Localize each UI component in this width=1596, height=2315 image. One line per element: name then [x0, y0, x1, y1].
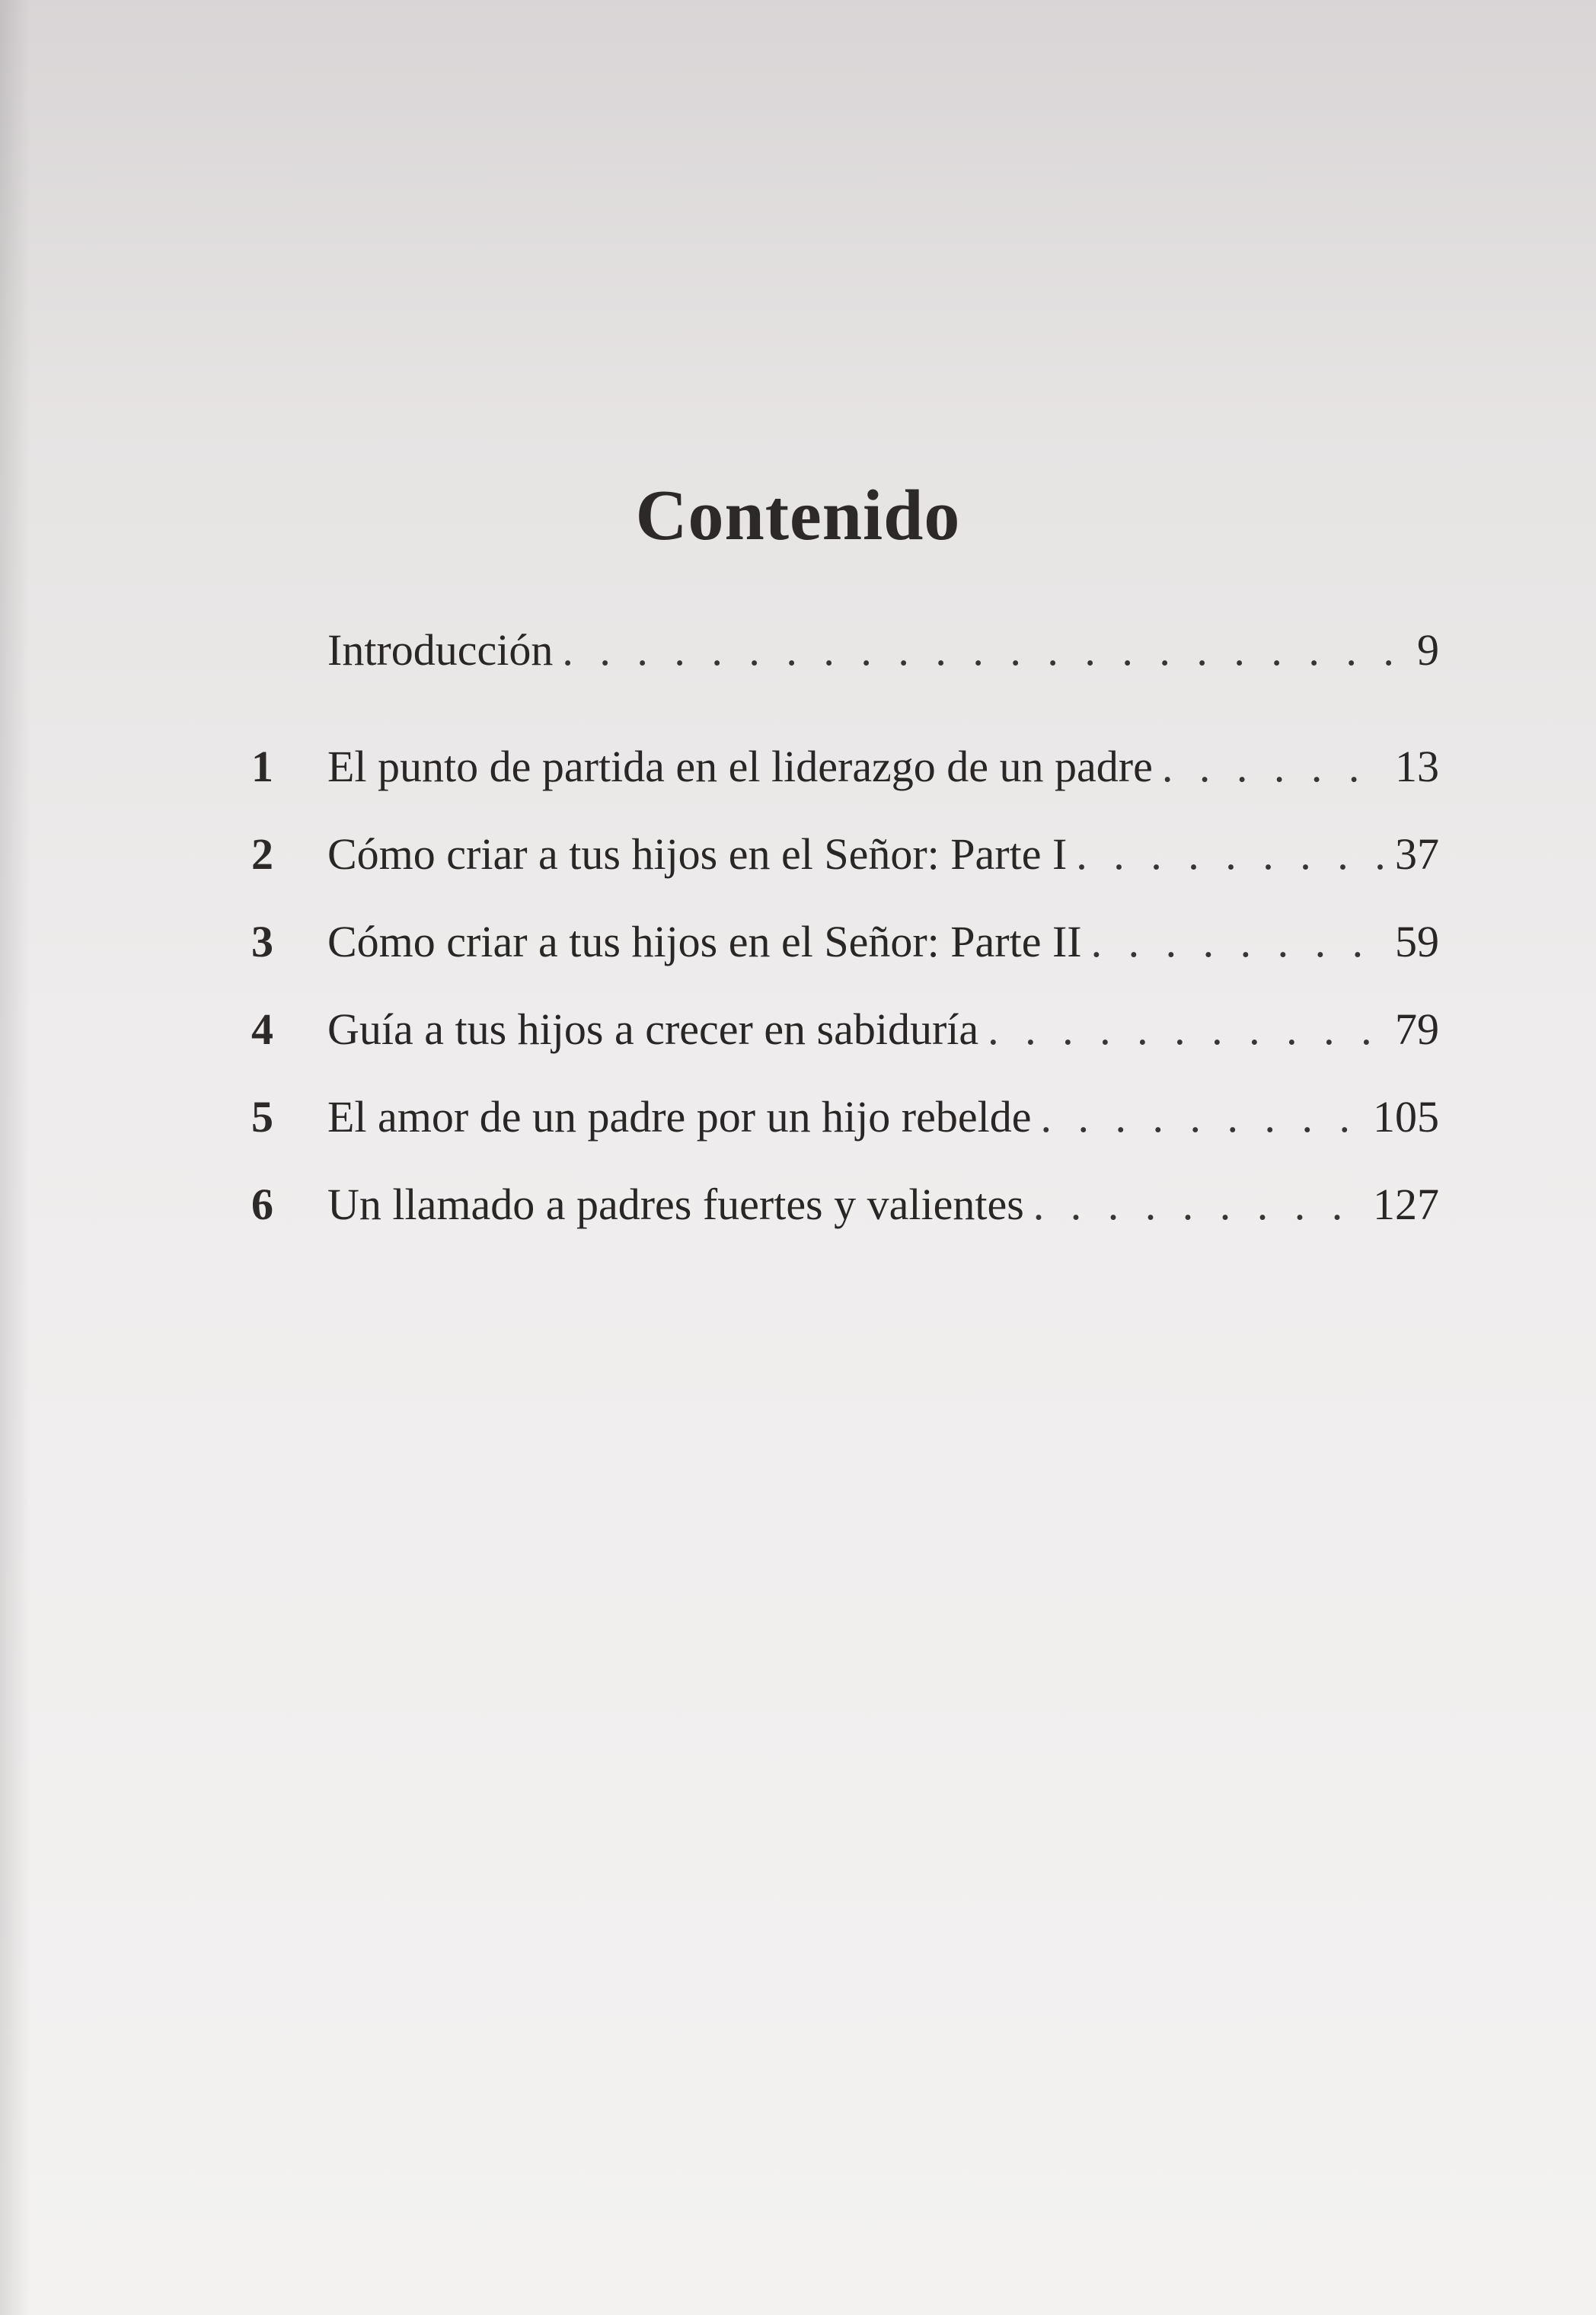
toc-entry-number: 4	[251, 1004, 273, 1054]
toc-leader-dots	[562, 624, 1408, 675]
toc-entry-page: 9	[1417, 625, 1439, 675]
toc-entry-page: 37	[1395, 829, 1439, 879]
toc-entry-number: 1	[251, 742, 273, 791]
toc-entry-title: El punto de partida en el liderazgo de un padre	[327, 742, 1153, 791]
toc-entry-number: 6	[251, 1180, 273, 1229]
toc-entry-chapter-1	[251, 741, 1439, 817]
toc-entry-title: Cómo criar a tus hijos en el Señor: Parte I	[327, 829, 1068, 879]
toc-entry-number: 3	[251, 917, 273, 966]
toc-entry-page: 127	[1373, 1180, 1439, 1229]
toc-entry-title: Guía a tus hijos a crecer en sabiduría	[327, 1004, 979, 1054]
toc-entry-chapter-6	[251, 1179, 1439, 1255]
toc-entry-chapter-4	[251, 1004, 1439, 1080]
toc-entry-chapter-3	[251, 916, 1439, 992]
toc-leader-dots	[1040, 1091, 1364, 1142]
toc-entry-chapter-2	[251, 829, 1439, 905]
toc-entry-number: 2	[251, 829, 273, 879]
page-title: Contenido	[635, 475, 961, 555]
toc-entry-chapter-5	[251, 1091, 1439, 1167]
toc-leader-dots	[1162, 741, 1386, 792]
toc-leader-dots	[988, 1004, 1386, 1055]
toc-entry-number: 5	[251, 1092, 273, 1142]
page-edge-shadow	[0, 0, 30, 2315]
toc-entry-introduction	[251, 624, 1439, 701]
toc-entry-title: Introducción	[327, 625, 554, 675]
toc-leader-dots	[1091, 916, 1386, 967]
toc-entry-title: El amor de un padre por un hijo rebelde	[327, 1092, 1032, 1142]
toc-leader-dots	[1033, 1179, 1364, 1230]
toc-leader-dots	[1076, 829, 1386, 880]
toc-entry-title: Un llamado a padres fuertes y valientes	[327, 1180, 1024, 1229]
toc-entry-title: Cómo criar a tus hijos en el Señor: Parte II	[327, 917, 1082, 966]
toc-entry-page: 105	[1373, 1092, 1439, 1142]
toc-entry-page: 13	[1395, 742, 1439, 791]
toc-entry-page: 79	[1395, 1004, 1439, 1054]
toc-entry-page: 59	[1395, 917, 1439, 966]
